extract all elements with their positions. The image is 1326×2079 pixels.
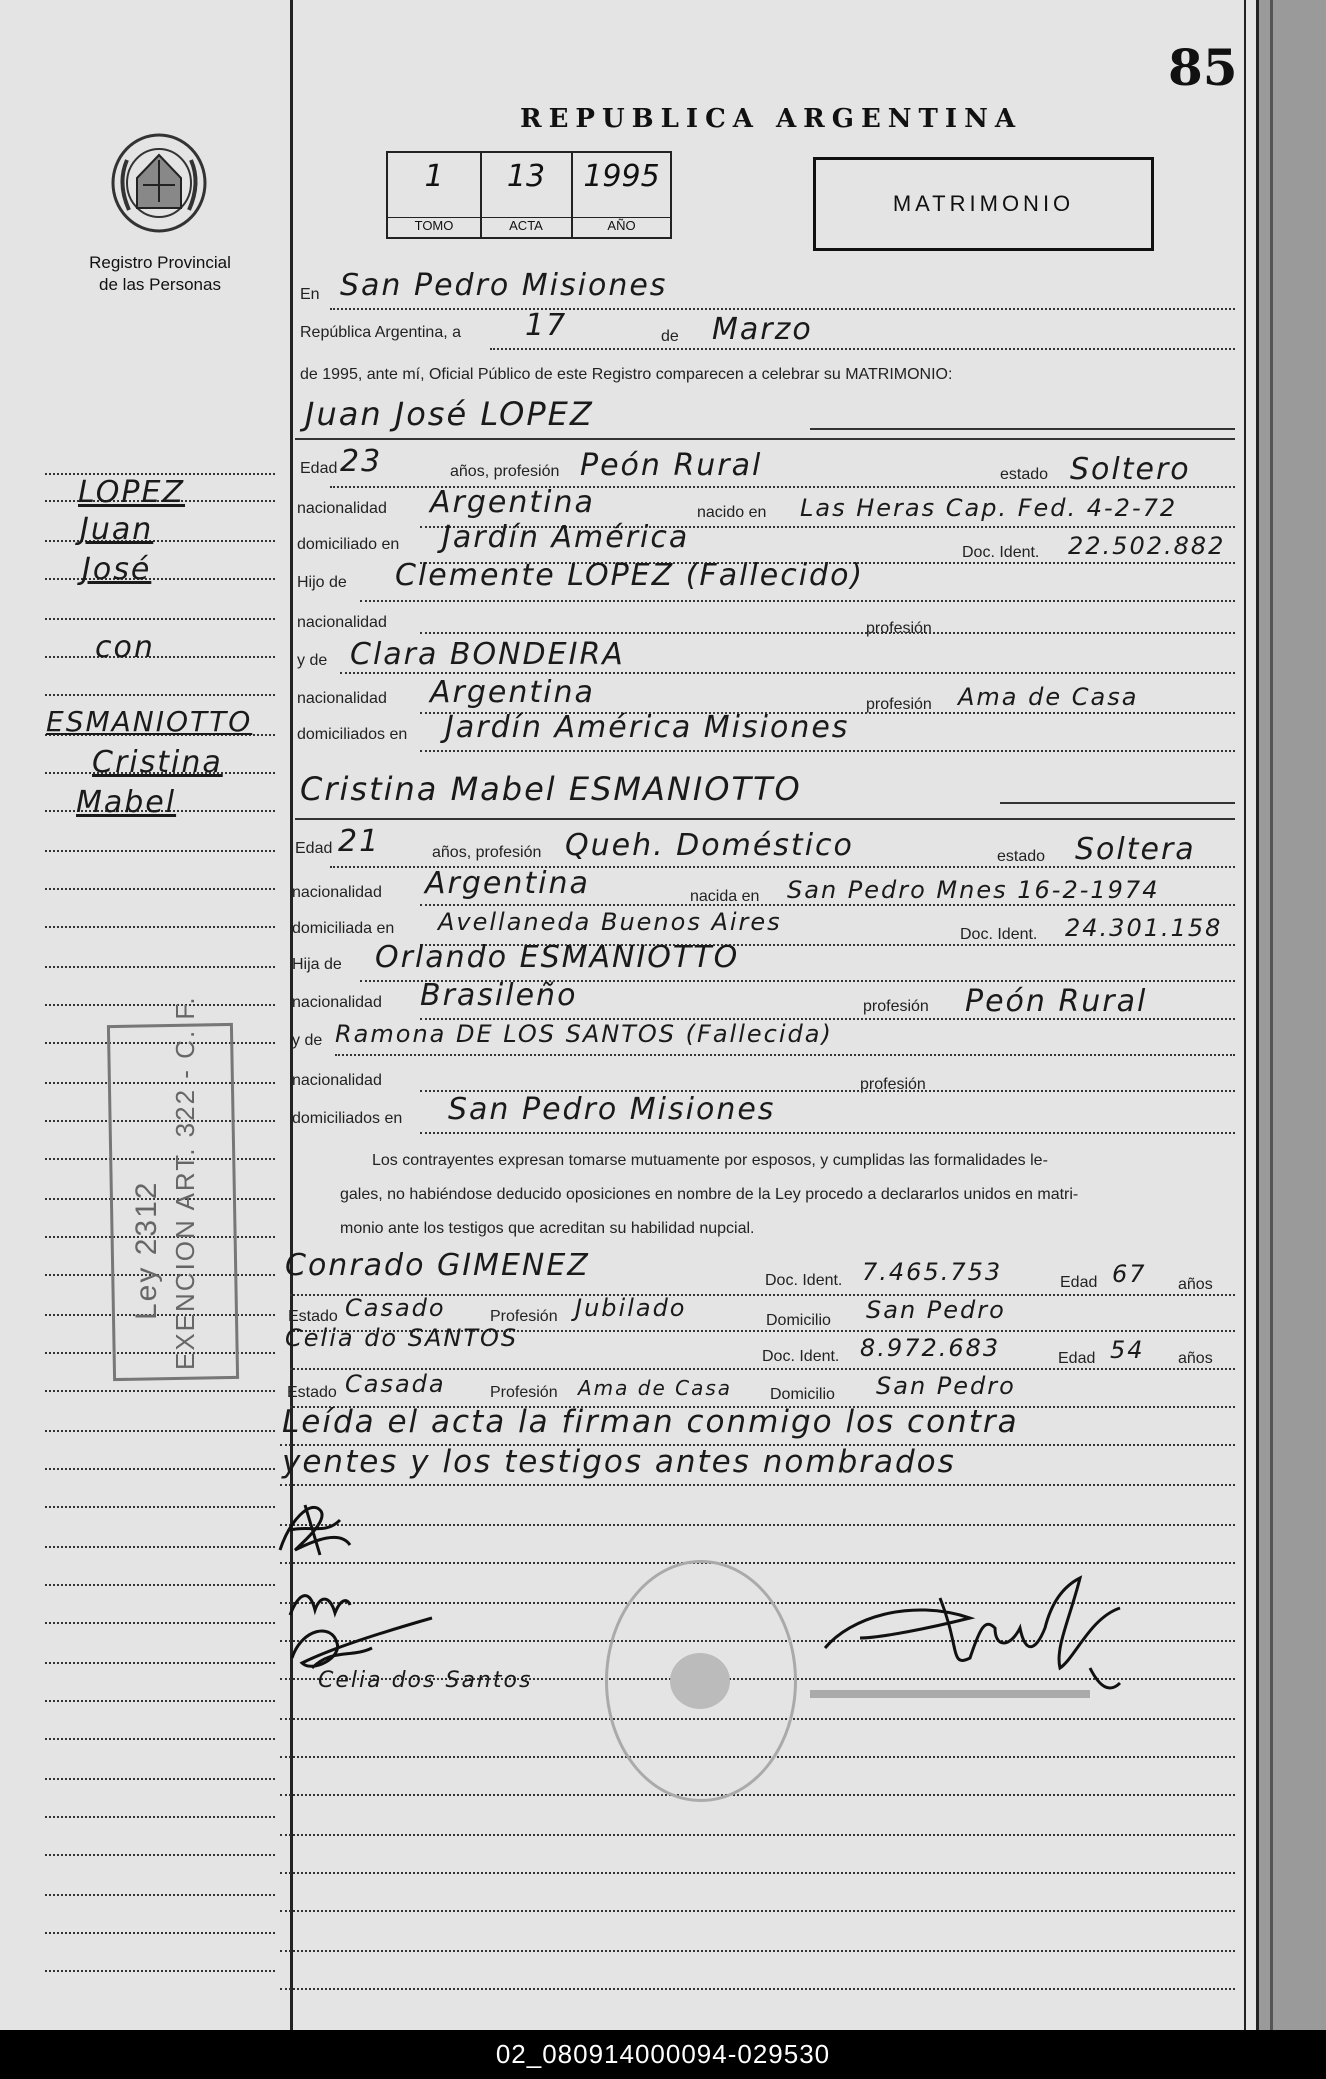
- bride-mother-nat-label: nacionalidad: [292, 1072, 382, 1089]
- record-number-box: [386, 151, 672, 239]
- tomo-value: 1: [424, 159, 444, 194]
- folio-number: 85: [1168, 38, 1238, 97]
- bride-civil-status: Soltera: [1075, 832, 1196, 867]
- witness-1-edad-label: Edad: [1060, 1274, 1098, 1291]
- groom-father-profesion-label: profesión: [866, 620, 932, 637]
- bride-nationality: Argentina: [425, 866, 590, 901]
- witness-1-age: 67: [1112, 1260, 1147, 1288]
- groom-mother: Clara BONDEIRA: [350, 637, 625, 672]
- bride-profession: Queh. Doméstico: [565, 828, 854, 863]
- document-type-box: MATRIMONIO: [813, 157, 1154, 251]
- bride-yde-label: y de: [292, 1032, 323, 1049]
- margin-surname-groom: LOPEZ: [78, 475, 186, 510]
- footer-id-bar: [0, 2030, 1326, 2079]
- bride-parents-domicile: San Pedro Misiones: [448, 1092, 776, 1127]
- ano-label: AÑO: [573, 217, 670, 233]
- signature-mark-1: [270, 1490, 360, 1570]
- groom-nacido-label: nacido en: [697, 504, 767, 521]
- witness-1-estado-label: Estado: [288, 1308, 338, 1325]
- groom-yde-label: y de: [297, 652, 328, 669]
- bride-domicile: Avellaneda Buenos Aires: [438, 908, 782, 936]
- bride-father-profession: Peón Rural: [965, 984, 1148, 1019]
- witness-2-doc: 8.972.683: [860, 1334, 1001, 1362]
- groom-domiciliado-label: domiciliado en: [297, 536, 400, 553]
- witness-1-domicilio-label: Domicilio: [766, 1312, 831, 1329]
- witness-2-domicile: San Pedro: [876, 1372, 1016, 1400]
- acta-value: 13: [506, 159, 546, 194]
- bride-domiciliada-label: domiciliada en: [292, 920, 395, 937]
- en-label: En: [300, 286, 320, 303]
- registry-name: Registro Provincial de las Personas: [89, 253, 231, 294]
- groom-mother-profesion-label: profesión: [866, 696, 932, 713]
- groom-mother-nat-label: nacionalidad: [297, 690, 387, 707]
- groom-father: Clemente LOPEZ (Fallecido): [395, 558, 865, 593]
- margin-name-groom-2: José: [82, 552, 152, 587]
- groom-doc-label: Doc. Ident.: [962, 544, 1040, 561]
- bride-profesion-label: años, profesión: [432, 844, 542, 861]
- declaration-line-1: Los contrayentes expresan tomarse mutuamente por esposos, y cumplidas las formalidades le-: [372, 1152, 1048, 1169]
- republica-label: República Argentina, a: [300, 324, 461, 341]
- bride-father-profesion-label: profesión: [863, 998, 929, 1015]
- witness-2-estado-label: Estado: [287, 1384, 337, 1401]
- official-round-stamp: [605, 1560, 797, 1802]
- year-value: 95: [340, 366, 358, 383]
- groom-parents-domicile: Jardín América Misiones: [445, 710, 850, 745]
- witness-2-edad-label: Edad: [1058, 1350, 1096, 1367]
- footer-id: 02_080914000094-029530: [495, 2039, 831, 2069]
- witness-2-age: 54: [1110, 1336, 1145, 1364]
- witness-2-status: Casada: [345, 1370, 446, 1398]
- groom-doc: 22.502.882: [1068, 532, 1226, 560]
- bride-father-nat-label: nacionalidad: [292, 994, 382, 1011]
- groom-profesion-label: años, profesión: [450, 463, 560, 480]
- witness-1-doc: 7.465.753: [862, 1258, 1003, 1286]
- declaration-line-2: gales, no habiéndose deducido oposiciones en nombre de la Ley procedo a declararlos unidos en matri-: [340, 1186, 1079, 1203]
- bride-parents-dom-label: domiciliados en: [292, 1110, 403, 1127]
- witness-2-doc-label: Doc. Ident.: [762, 1348, 840, 1365]
- witness-2-profesion-label: Profesión: [490, 1384, 558, 1401]
- groom-civil-status: Soltero: [1070, 452, 1191, 487]
- closing-line-1: Leída el acta la firman conmigo los contra: [282, 1404, 1019, 1440]
- groom-name: Juan José LOPEZ: [305, 395, 594, 433]
- margin-con: con: [95, 630, 155, 665]
- witness-signature: Celia dos Santos: [318, 1668, 533, 1693]
- tomo-label: TOMO: [388, 217, 480, 233]
- witness-1-name: Conrado GIMENEZ: [285, 1248, 590, 1283]
- witness-2-anos-label: años: [1178, 1350, 1213, 1367]
- bride-nacida-label: nacida en: [690, 888, 760, 905]
- bride-father: Orlando ESMANIOTTO: [375, 940, 740, 975]
- groom-domicile: Jardín América: [442, 520, 690, 555]
- witness-2-domicilio-label: Domicilio: [770, 1386, 835, 1403]
- margin-divider: [290, 0, 293, 2030]
- groom-hijo-label: Hijo de: [297, 574, 347, 591]
- witness-1-status: Casado: [345, 1294, 446, 1322]
- margin-surname-bride: ESMANIOTTO: [46, 705, 253, 738]
- margin-name-bride-2: Mabel: [76, 785, 177, 820]
- stamp-law-number: Ley 2312: [130, 1180, 163, 1320]
- groom-birth: Las Heras Cap. Fed. 4-2-72: [800, 494, 1178, 522]
- bride-estado-label: estado: [997, 848, 1046, 865]
- closing-line-2: yentes y los testigos antes nombrados: [282, 1444, 956, 1480]
- bride-edad-label: Edad: [295, 840, 333, 857]
- bride-birth: San Pedro Mnes 16-2-1974: [787, 876, 1160, 904]
- de-label: de: [661, 328, 679, 345]
- provincial-seal-icon: [107, 130, 211, 236]
- groom-profession: Peón Rural: [580, 448, 763, 483]
- ano-value: 1995: [583, 159, 660, 194]
- witness-1-profesion-label: Profesión: [490, 1308, 558, 1325]
- groom-edad-label: Edad: [300, 460, 338, 477]
- witness-2-name: Celia do SANTOS: [285, 1324, 519, 1352]
- groom-age: 23: [340, 444, 383, 479]
- bride-mother-profesion-label: profesión: [860, 1076, 926, 1093]
- bride-doc-label: Doc. Ident.: [960, 926, 1038, 943]
- declaration-line-3: monio ante los testigos que acreditan su habilidad nupcial.: [340, 1220, 755, 1237]
- groom-parents-dom-label: domiciliados en: [297, 726, 408, 743]
- bride-doc: 24.301.158: [1065, 914, 1223, 942]
- month-value: Marzo: [712, 312, 813, 347]
- margin-name-bride-1: Cristina: [92, 745, 223, 780]
- acta-label: ACTA: [481, 217, 571, 233]
- year-label: de 1995, ante mí, Oficial Público de este Registro comparecen a celebrar su MATRIMONIO:: [300, 366, 953, 383]
- witness-1-anos-label: años: [1178, 1276, 1213, 1293]
- groom-father-nat-label: nacionalidad: [297, 614, 387, 631]
- margin-name-groom-1: Juan: [80, 512, 154, 547]
- witness-1-doc-label: Doc. Ident.: [765, 1272, 843, 1289]
- document-header: REPUBLICA ARGENTINA: [520, 104, 1023, 134]
- officer-name-stamp-line: [810, 1690, 1090, 1698]
- day-value: 17: [525, 308, 568, 343]
- bride-name: Cristina Mabel ESMANIOTTO: [300, 770, 802, 808]
- right-border: [1244, 0, 1246, 2030]
- place-value: San Pedro Misiones: [340, 268, 668, 303]
- witness-1-domicile: San Pedro: [866, 1296, 1006, 1324]
- bride-mother: Ramona DE LOS SANTOS (Fallecida): [335, 1020, 833, 1048]
- witness-2-profession: Ama de Casa: [578, 1376, 733, 1400]
- witness-1-profession: Jubilado: [575, 1294, 687, 1322]
- stamp-exemption-text: EXENCION ART. 322 - C. F.: [170, 995, 200, 1370]
- groom-estado-label: estado: [1000, 466, 1049, 483]
- bride-nacionalidad-label: nacionalidad: [292, 884, 382, 901]
- groom-nationality: Argentina: [430, 485, 595, 520]
- bride-age: 21: [338, 824, 381, 859]
- groom-mother-profession: Ama de Casa: [958, 683, 1139, 711]
- groom-mother-nationality: Argentina: [430, 675, 595, 710]
- bride-father-nationality: Brasileño: [420, 978, 578, 1013]
- groom-nacionalidad-label: nacionalidad: [297, 500, 387, 517]
- bride-hija-label: Hija de: [292, 956, 342, 973]
